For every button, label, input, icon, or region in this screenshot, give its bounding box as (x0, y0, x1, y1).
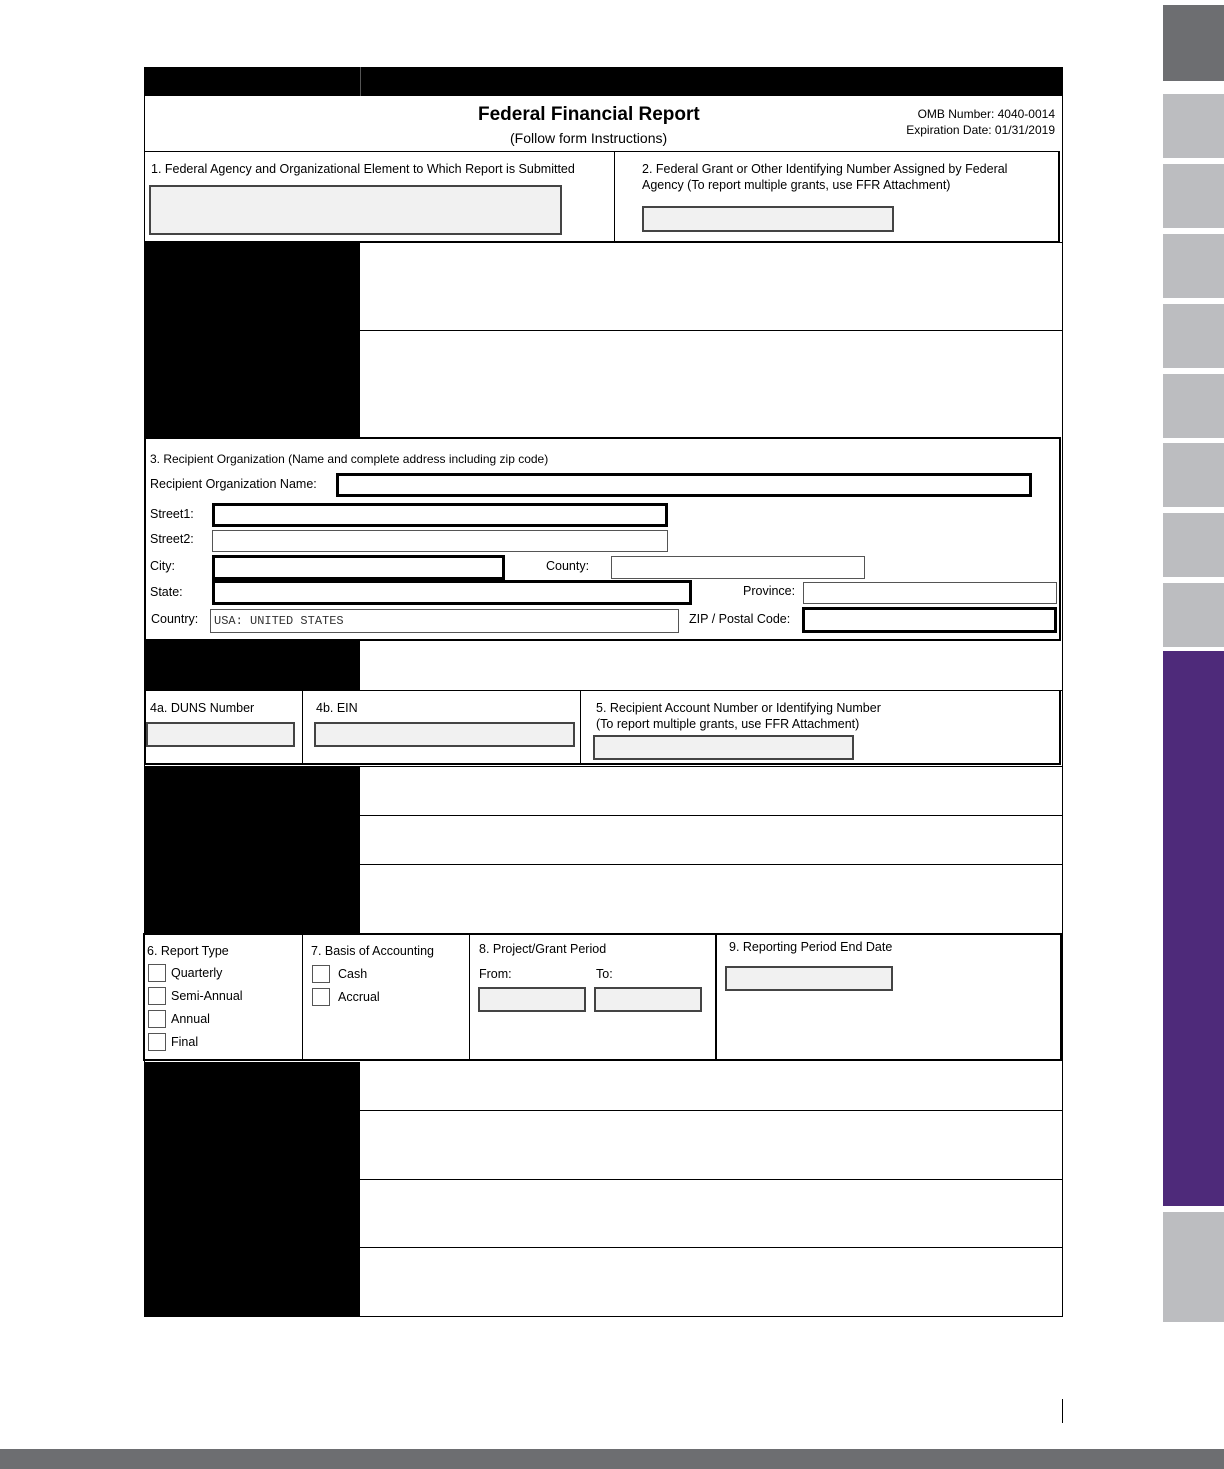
section-2-label-line1: 2. Federal Grant or Other Identifying Number Assigned by Federal (642, 162, 1008, 176)
reporting-end-date-input[interactable] (725, 966, 893, 991)
side-tab-2[interactable] (1163, 94, 1224, 158)
province-label: Province: (743, 584, 796, 598)
report-type-quarterly-label: Quarterly (171, 966, 223, 980)
ein-label: 4b. EIN (316, 701, 358, 715)
side-tab-6[interactable] (1163, 374, 1224, 438)
report-type-semiannual-label: Semi-Annual (171, 989, 243, 1003)
section-1-label: 1. Federal Agency and Organizational Element to Which Report is Submitted (151, 162, 575, 176)
page-number-rule (1062, 1399, 1063, 1423)
report-type-quarterly-checkbox[interactable] (148, 964, 166, 982)
street1-input[interactable] (212, 503, 668, 527)
zip-input[interactable] (802, 607, 1057, 633)
report-type-final-checkbox[interactable] (148, 1033, 166, 1051)
basis-accrual-checkbox[interactable] (312, 988, 330, 1006)
org-name-label: Recipient Organization Name: (150, 477, 317, 491)
basis-accrual-label: Accrual (338, 990, 380, 1004)
header-divider (360, 67, 361, 96)
period-from-label: From: (479, 967, 512, 981)
side-tab-1[interactable] (1163, 5, 1224, 81)
section-4a-divider (302, 690, 303, 765)
side-tab-10[interactable] (1163, 1212, 1224, 1322)
report-type-annual-label: Annual (171, 1012, 210, 1026)
basis-accounting-label: 7. Basis of Accounting (311, 944, 434, 958)
basis-cash-checkbox[interactable] (312, 965, 330, 983)
annotation-cell (144, 816, 360, 864)
state-label: State: (150, 585, 183, 599)
annotation-cell (144, 331, 360, 437)
street2-label: Street2: (150, 532, 194, 546)
city-input[interactable] (212, 555, 505, 580)
section-6-divider (302, 933, 303, 1061)
side-tab-3[interactable] (1163, 164, 1224, 228)
report-type-semiannual-checkbox[interactable] (148, 987, 166, 1005)
county-label: County: (546, 559, 590, 573)
annotation-cell (144, 1248, 360, 1316)
annotation-cell (144, 1062, 360, 1110)
duns-label: 4a. DUNS Number (150, 701, 255, 715)
side-tab-active[interactable] (1163, 651, 1224, 1206)
period-from-input[interactable] (478, 987, 586, 1012)
annotation-cell (144, 865, 360, 933)
section-3-label: 3. Recipient Organization (Name and complete address including zip code) (150, 452, 549, 466)
annotation-cell (144, 1111, 360, 1179)
side-tab-5[interactable] (1163, 304, 1224, 368)
period-to-input[interactable] (594, 987, 702, 1012)
basis-cash-label: Cash (338, 967, 368, 981)
side-tab-4[interactable] (1163, 234, 1224, 298)
annotation-cell (144, 641, 360, 690)
expiration-date: Expiration Date: 01/31/2019 (906, 123, 1055, 137)
section-8-divider (715, 933, 717, 1061)
period-to-label: To: (596, 967, 613, 981)
section-4b-divider (580, 690, 581, 765)
ein-input[interactable] (314, 722, 575, 747)
federal-agency-input[interactable] (149, 185, 562, 235)
footer-bar (0, 1449, 1224, 1469)
form-title: Federal Financial Report (478, 104, 700, 125)
section-1-2-divider (614, 151, 615, 242)
report-type-annual-checkbox[interactable] (148, 1010, 166, 1028)
reporting-end-date-label: 9. Reporting Period End Date (729, 940, 893, 954)
street2-input[interactable] (212, 530, 668, 552)
zip-label: ZIP / Postal Code: (689, 612, 791, 626)
report-type-label: 6. Report Type (147, 944, 229, 958)
section-2-label-line2: Agency (To report multiple grants, use FFR Attachment) (642, 178, 951, 192)
country-select[interactable]: USA: UNITED STATES (210, 609, 679, 633)
account-label-line2: (To report multiple grants, use FFR Attachment) (596, 717, 860, 731)
duns-input[interactable] (146, 722, 295, 747)
report-type-final-label: Final (171, 1035, 199, 1049)
section-7-divider (469, 933, 470, 1061)
annotation-cell (144, 243, 360, 330)
state-select[interactable] (212, 580, 692, 605)
table-header-row (144, 67, 1063, 96)
omb-number: OMB Number: 4040-0014 (917, 107, 1055, 121)
side-tab-8[interactable] (1163, 513, 1224, 577)
account-label-line1: 5. Recipient Account Number or Identifying Number (596, 701, 881, 715)
side-tab-7[interactable] (1163, 443, 1224, 507)
province-input[interactable] (803, 582, 1057, 604)
annotation-cell (144, 1180, 360, 1247)
country-label: Country: (151, 612, 199, 626)
account-number-input[interactable] (593, 735, 854, 760)
grant-period-label: 8. Project/Grant Period (479, 942, 607, 956)
section-2-right-edge (1058, 151, 1060, 242)
federal-grant-number-input[interactable] (642, 206, 894, 232)
county-input[interactable] (611, 556, 865, 579)
annotation-cell (144, 767, 360, 815)
org-name-input[interactable] (336, 473, 1032, 497)
street1-label: Street1: (150, 507, 194, 521)
side-tab-9[interactable] (1163, 583, 1224, 647)
city-label: City: (150, 559, 175, 573)
form-subtitle: (Follow form Instructions) (510, 130, 668, 146)
